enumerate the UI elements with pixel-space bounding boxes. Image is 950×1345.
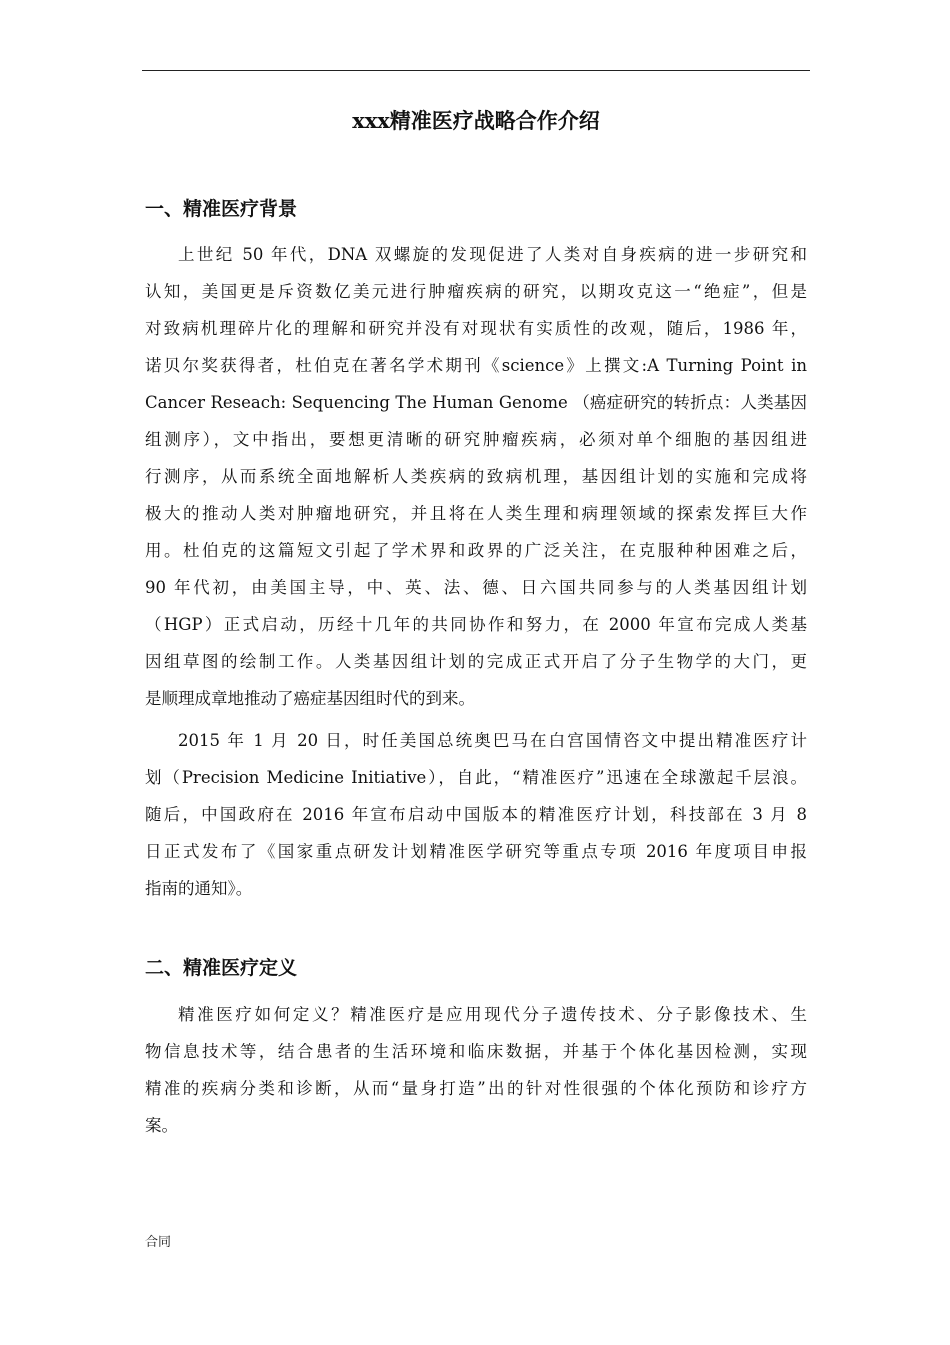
text-line: 精准医疗如何定义？精准医疗是应用现代分子遗传技术、分子影像技术、生 bbox=[178, 1005, 807, 1024]
text-line: 划（Precision Medicine Initiative），自此，“精准医疗”迅速在全球激起千层浪。 bbox=[145, 768, 807, 787]
text-line: 物信息技术等，结合患者的生活环境和临床数据，并基于个体化基因检测，实现 bbox=[145, 1042, 807, 1061]
text-line: Cancer Reseach: Sequencing The Human Genome （癌症研究的转折点：人类基因 bbox=[145, 393, 807, 412]
text-line: 是顺理成章地推动了癌症基因组时代的到来。 bbox=[145, 689, 475, 708]
header-rule bbox=[142, 70, 810, 71]
text-line: （HGP）正式启动，历经十几年的共同协作和努力，在 2000 年宣布完成人类基 bbox=[145, 615, 807, 634]
paragraph-background-1 bbox=[145, 236, 807, 717]
paragraph-background-2 bbox=[145, 722, 807, 907]
text-line: 认知，美国更是斥资数亿美元进行肿瘤疾病的研究，以期攻克这一“绝症”，但是 bbox=[145, 282, 807, 301]
text-line: 2015 年 1 月 20 日，时任美国总统奥巴马在白宫国情咨文中提出精准医疗计 bbox=[178, 731, 807, 750]
text-line: 随后，中国政府在 2016 年宣布启动中国版本的精准医疗计划，科技部在 3 月 8 bbox=[145, 805, 807, 824]
section-heading-definition: 二、精准医疗定义 bbox=[145, 957, 298, 979]
text-line: 诺贝尔奖获得者，杜伯克在著名学术期刊《science》上撰文:A Turning Point in bbox=[145, 356, 807, 375]
text-line: 对致病机理碎片化的理解和研究并没有对现状有实质性的改观，随后，1986 年， bbox=[145, 319, 807, 338]
section-heading-background: 一、精准医疗背景 bbox=[145, 198, 298, 220]
text-line: 组测序），文中指出，要想更清晰的研究肿瘤疾病，必须对单个细胞的基因组进 bbox=[145, 430, 807, 449]
text-line: 案。 bbox=[145, 1116, 178, 1135]
text-line: 行测序，从而系统全面地解析人类疾病的致病机理，基因组计划的实施和完成将 bbox=[145, 467, 807, 486]
text-line: 上世纪 50 年代，DNA 双螺旋的发现促进了人类对自身疾病的进一步研究和 bbox=[178, 245, 807, 264]
text-line: 日正式发布了《国家重点研发计划精准医学研究等重点专项 2016 年度项目申报 bbox=[145, 842, 807, 861]
text-line: 90 年代初，由美国主导，中、英、法、德、日六国共同参与的人类基因组计划 bbox=[145, 578, 807, 597]
text-line: 用。杜伯克的这篇短文引起了学术界和政界的广泛关注，在克服种种困难之后， bbox=[145, 541, 807, 560]
text-line: 指南的通知》。 bbox=[145, 879, 253, 898]
text-line: 极大的推动人类对肿瘤地研究，并且将在人类生理和病理领域的探索发挥巨大作 bbox=[145, 504, 807, 523]
page-footer: 合同 bbox=[145, 1235, 172, 1250]
document-title: xxx精准医疗战略合作介绍 bbox=[352, 108, 600, 133]
paragraph-definition bbox=[145, 996, 807, 1144]
text-line: 精准的疾病分类和诊断，从而“量身打造”出的针对性很强的个体化预防和诊疗方 bbox=[145, 1079, 807, 1098]
text-line: 因组草图的绘制工作。人类基因组计划的完成正式开启了分子生物学的大门，更 bbox=[145, 652, 807, 671]
